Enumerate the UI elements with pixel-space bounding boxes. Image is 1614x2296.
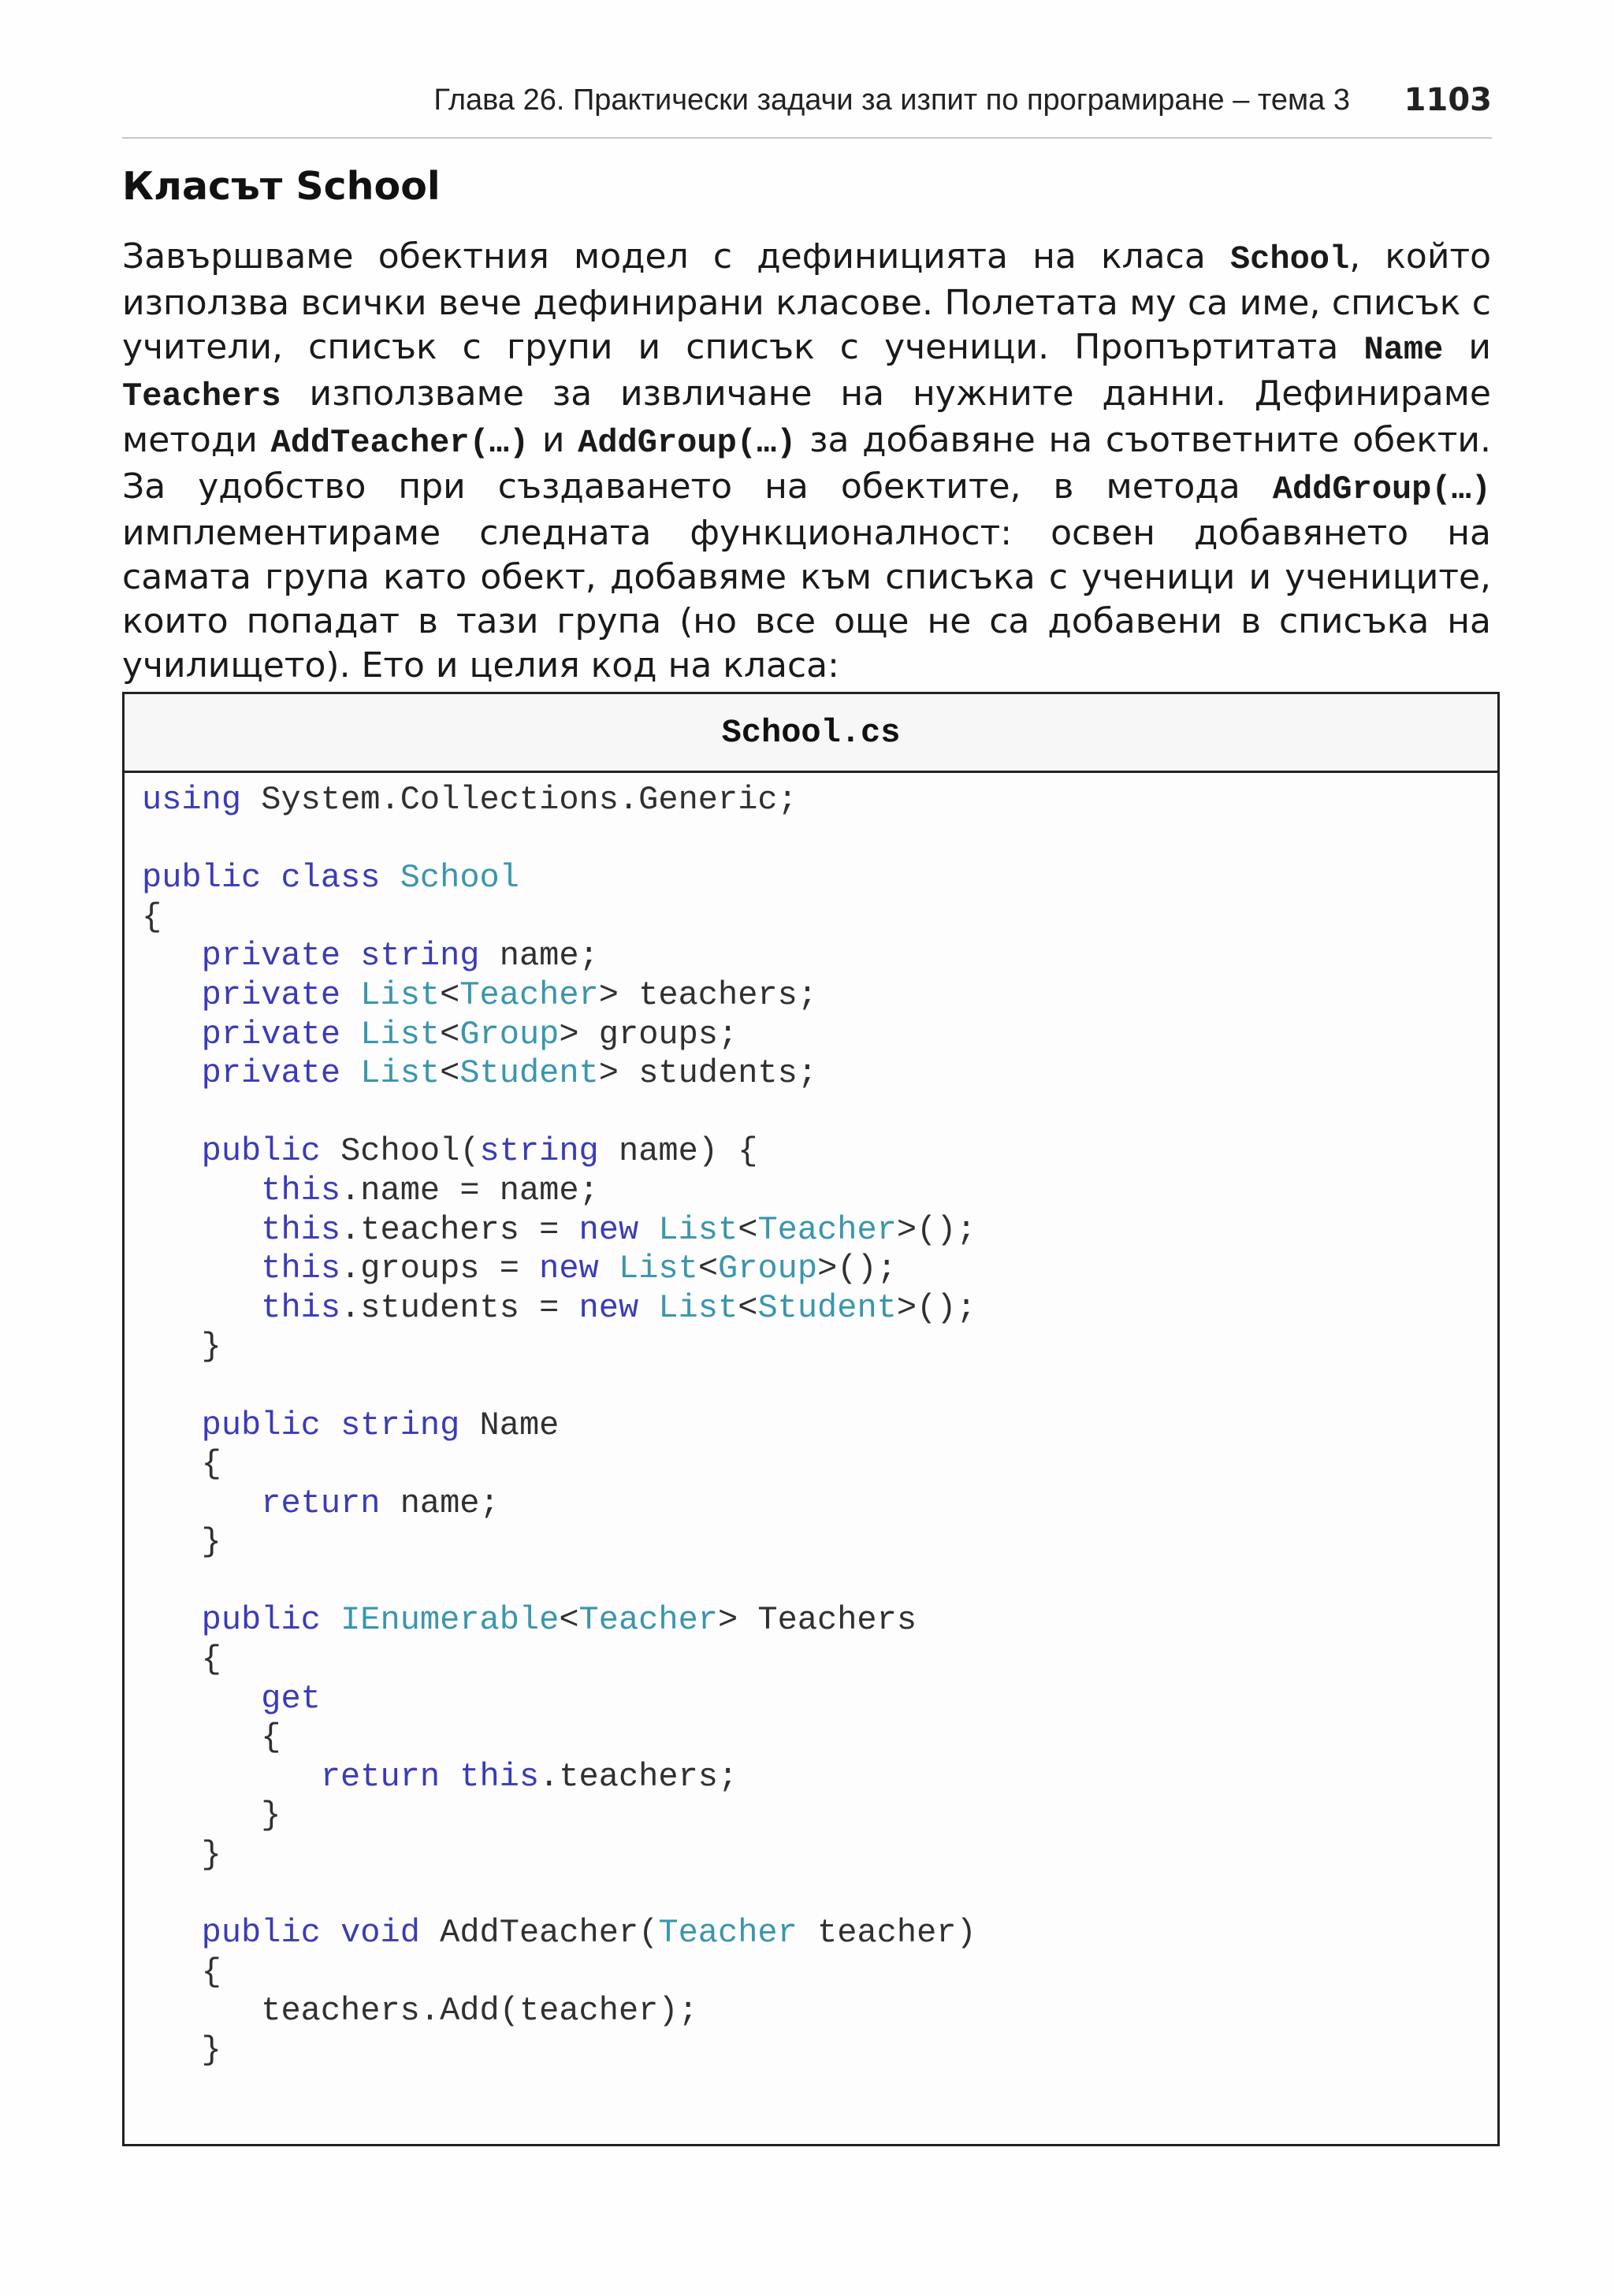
paragraph-text: имплементираме следната функционалност: освен добавянето на самата група като обект, добавяме към списъка с ученици и учениците, които попадат в тази група (но все още не са добавени в списъка на училището). Ето и целия код на класа: — [122, 513, 1491, 685]
code-line: } — [201, 2031, 221, 2069]
code-listing-body — [125, 773, 1497, 2071]
code-line: private List<Group> groups; — [201, 1015, 738, 1053]
code-line: using System.Collections.Generic; — [142, 781, 798, 819]
code-line: public string Name — [201, 1406, 560, 1444]
code-line: private string name; — [201, 937, 599, 975]
paragraph-text: Завършваме обектния модел с дефиницията на класа — [122, 236, 1230, 277]
paragraph-text: и — [1443, 327, 1491, 367]
page-header — [122, 80, 1492, 139]
inline-code: Teachers — [122, 377, 281, 415]
code-line: public School(string name) { — [201, 1132, 758, 1171]
paragraph-text: за добавяне на съответните обекти. За удобство при създаването на обектите, в метода — [122, 420, 1491, 507]
section-title: Класът School — [122, 164, 441, 209]
paragraph-text: , който използва всички вече дефинирани класове. Полетата му са име, списък с учители, списък с групи и списък с ученици. Пропъртитата — [122, 236, 1491, 367]
code-line: { — [201, 1952, 221, 1991]
code-line: return name; — [261, 1484, 500, 1522]
code-line: private List<Teacher> teachers; — [201, 975, 818, 1014]
code-line: { — [142, 897, 162, 936]
code-line: { — [201, 1640, 221, 1679]
code-line: this.name = name; — [261, 1171, 599, 1209]
code-line: public class School — [142, 859, 519, 897]
code-line: public void AddTeacher(Teacher teacher) — [201, 1914, 976, 1952]
code-line: } — [201, 1523, 221, 1562]
code-line: public IEnumerable<Teacher> Teachers — [201, 1601, 917, 1640]
paragraph-text: използваме за извличане на нужните данни. Дефинираме методи — [122, 373, 1491, 460]
code-line: return this.teachers; — [320, 1757, 738, 1796]
code-line: } — [201, 1836, 221, 1874]
code-listing-filename: School.cs — [125, 694, 1497, 773]
code-line: teachers.Add(teacher); — [261, 1992, 698, 2030]
code-line: { — [201, 1445, 221, 1484]
inline-code: Name — [1363, 331, 1444, 369]
code-line: this.students = new List<Student>(); — [261, 1288, 976, 1327]
code-line: { — [261, 1718, 281, 1757]
code-line: this.groups = new List<Group>(); — [261, 1250, 897, 1288]
inline-code: AddGroup(…) — [1272, 470, 1491, 508]
inline-code: AddGroup(…) — [578, 424, 797, 462]
body-paragraph — [122, 235, 1491, 688]
code-line: } — [261, 1796, 281, 1835]
paragraph-text: и — [529, 420, 578, 460]
page-number: 1103 — [1404, 82, 1492, 118]
code-line: get — [261, 1679, 321, 1718]
code-line: } — [201, 1328, 221, 1366]
code-listing-box — [122, 692, 1500, 2146]
chapter-title: Глава 26. Практически задачи за изпит по програмиране – тема 3 — [433, 84, 1350, 117]
inline-code: AddTeacher(…) — [270, 424, 530, 462]
code-line: this.teachers = new List<Teacher>(); — [261, 1210, 976, 1249]
code-line: private List<Student> students; — [201, 1054, 818, 1093]
inline-code: School — [1229, 240, 1350, 278]
